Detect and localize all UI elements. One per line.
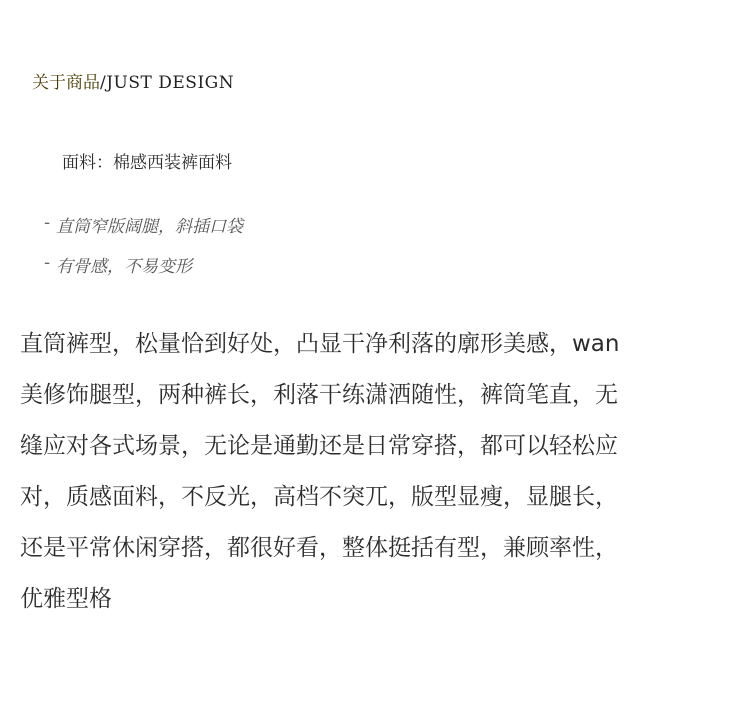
product-description [20,324,710,630]
section-heading [32,70,234,96]
description-line: 缝应对各式场景，无论是通勤还是日常穿搭，都可以轻松应 [20,433,618,459]
description-line: 直筒裤型，松量恰到好处，凸显干净利落的廓形美感，wan [20,331,620,357]
description-line: 优雅型格 [20,586,112,612]
bullet-dash: - [44,253,51,273]
feature-item [44,254,243,294]
description-line: 对，质感面料，不反光，高档不突兀，版型显瘦，显腿长， [20,484,618,510]
fabric-label: 面料：棉感西装裤面料 [62,153,232,173]
description-line: 美修饰腿型，两种裤长，利落干练潇洒随性，裤筒笔直，无 [20,382,618,408]
bullet-dash: - [44,213,51,233]
heading-label-en: /JUST DESIGN [100,73,235,93]
feature-text: 直筒窄版阔腿，斜插口袋 [56,217,243,237]
heading-label-cn: 关于商品 [32,73,100,93]
feature-item [44,214,243,254]
feature-text: 有骨感，不易变形 [56,257,192,277]
feature-list [44,214,243,294]
description-line: 还是平常休闲穿搭，都很好看，整体挺括有型，兼顾率性， [20,535,618,561]
